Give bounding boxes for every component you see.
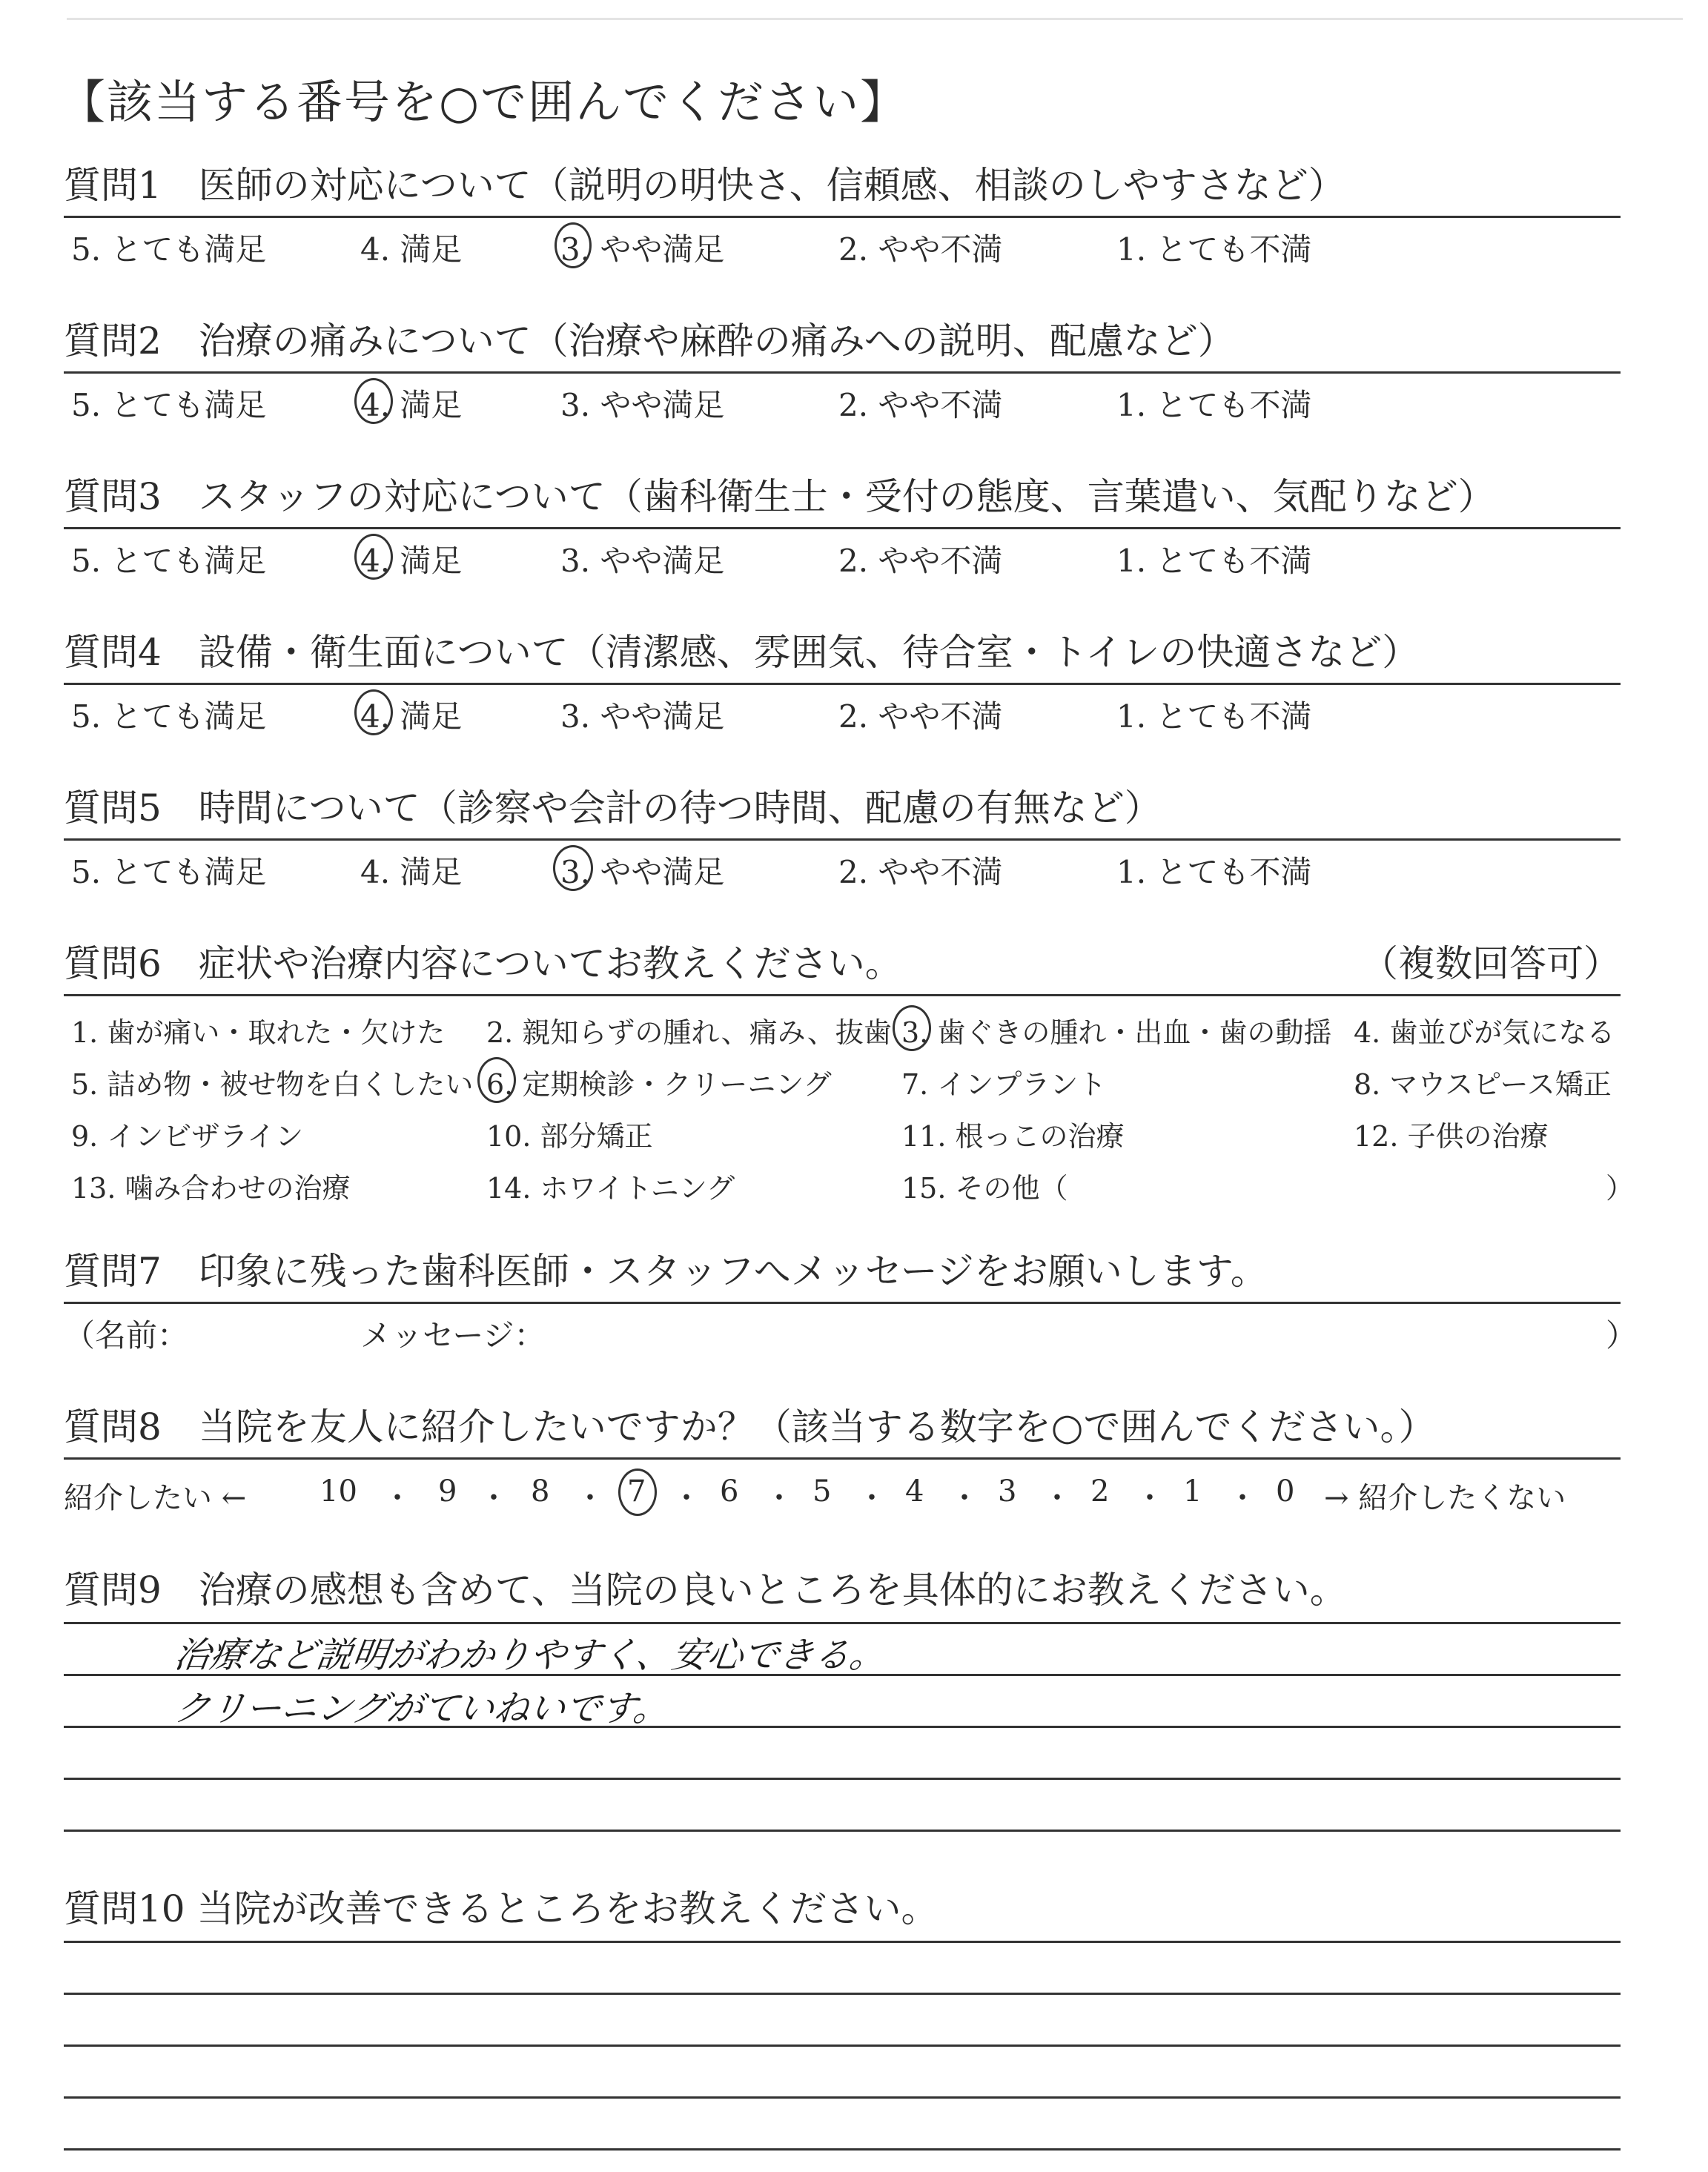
option-4[interactable]: 4. 満足: [360, 231, 463, 268]
top-border: [67, 18, 1683, 20]
scale-dot: ・: [672, 1481, 701, 1515]
question-6: [64, 938, 1635, 1205]
question-3: [64, 471, 1621, 579]
scale-0[interactable]: 0: [1276, 1474, 1295, 1509]
option-2[interactable]: 2. やや不満: [838, 543, 1003, 579]
option-1[interactable]: 1. とても不満: [1116, 387, 1312, 423]
option-2[interactable]: 2. やや不満: [838, 387, 1003, 423]
question-9-heading: 質問9 治療の感想も含めて、当院の良いところを具体的にお教えください。: [64, 1569, 1347, 1612]
scale-dot: ・: [1042, 1481, 1072, 1515]
selection-circle: [477, 1057, 516, 1103]
ruled-line: [64, 1622, 1621, 1624]
option-2[interactable]: 2. やや不満: [838, 854, 1003, 890]
option-1[interactable]: 1. とても不満: [1116, 854, 1312, 890]
scale-dot: ・: [950, 1481, 979, 1515]
question-7-fields: [64, 1304, 1638, 1354]
option-7[interactable]: 7. インプラント: [901, 1068, 1107, 1101]
scale-5[interactable]: 5: [812, 1474, 832, 1509]
scale-9[interactable]: 9: [438, 1474, 457, 1509]
scale-dot: ・: [575, 1481, 605, 1515]
question-6-options: [64, 996, 1635, 1205]
option-1[interactable]: 1. 歯が痛い・取れた・欠けた: [71, 1016, 446, 1049]
question-5: [64, 782, 1621, 890]
ruled-line: [64, 2148, 1621, 2151]
scale-dot: ・: [479, 1481, 509, 1515]
option-3[interactable]: 3. やや満足: [560, 854, 725, 890]
handwritten-answer-line-1: 治療など説明がわかりやすく、安心できる。: [171, 1635, 889, 1676]
scale-10[interactable]: 10: [320, 1474, 357, 1509]
ruled-line: [64, 2044, 1621, 2047]
scale-4[interactable]: 4: [905, 1474, 924, 1509]
question-2-heading: 質問2 治療の痛みについて（治療や麻酔の痛みへの説明、配慮など）: [64, 319, 1235, 362]
question-7: [64, 1245, 1638, 1354]
ruled-line: [64, 2096, 1621, 2099]
selection-circle: [354, 689, 393, 735]
option-5[interactable]: 5. 詰め物・被せ物を白くしたい: [71, 1068, 474, 1101]
option-4[interactable]: 4. 満足: [360, 854, 463, 890]
ruled-line: [64, 1778, 1621, 1780]
option-14[interactable]: 14. ホワイトニング: [486, 1172, 735, 1205]
scale-3[interactable]: 3: [998, 1474, 1017, 1509]
option-2[interactable]: 2. やや不満: [838, 231, 1003, 268]
message-label: メッセージ：: [360, 1317, 546, 1354]
question-10-heading: 質問10 当院が改善できるところをお教えください。: [64, 1887, 939, 1930]
option-2[interactable]: 2. 親知らずの腫れ、痛み、抜歯: [486, 1016, 892, 1049]
option-15[interactable]: 15. その他（: [901, 1172, 1068, 1205]
option-1[interactable]: 1. とても不満: [1116, 231, 1312, 268]
question-2: [64, 315, 1621, 423]
name-label: （名前：: [64, 1317, 189, 1354]
handwritten-answer-line-2: クリーニングがていねいです。: [171, 1688, 672, 1729]
question-2-options: [64, 374, 1621, 423]
question-8: [64, 1401, 1621, 1515]
selection-circle: [893, 1005, 931, 1051]
question-4-heading: 質問4 設備・衛生面について（清潔感、雰囲気、待合室・トイレの快適さなど）: [64, 631, 1420, 674]
option-11[interactable]: 11. 根っこの治療: [901, 1120, 1125, 1153]
question-4-options: [64, 685, 1621, 735]
question-1-options: [64, 218, 1621, 268]
option-3[interactable]: 3. やや満足: [560, 698, 725, 735]
option-4[interactable]: 4. 歯並びが気になる: [1354, 1016, 1615, 1049]
option-10[interactable]: 10. 部分矯正: [486, 1120, 653, 1153]
option-9[interactable]: 9. インビザライン: [71, 1120, 304, 1153]
ruled-line: [64, 1941, 1621, 1943]
selection-circle: [553, 845, 593, 891]
question-9: [64, 1564, 1621, 1898]
answer-lines: [64, 1616, 1621, 1898]
question-8-heading: 質問8 当院を友人に紹介したいですか？（該当する数字を○で囲んでください。）: [64, 1405, 1436, 1448]
question-3-options: [64, 529, 1621, 579]
question-10: [64, 1883, 1621, 2172]
selection-circle: [618, 1469, 657, 1516]
option-5[interactable]: 5. とても満足: [71, 698, 267, 735]
ruled-line: [64, 1993, 1621, 1995]
close-paren: ）: [1606, 1317, 1638, 1354]
option-5[interactable]: 5. とても満足: [71, 543, 267, 579]
option-4[interactable]: 4. 満足: [360, 387, 463, 423]
option-3[interactable]: 3. やや満足: [560, 231, 725, 268]
option-5[interactable]: 5. とても満足: [71, 387, 267, 423]
question-6-heading: [64, 938, 1621, 990]
selection-circle: [555, 222, 592, 268]
scale-dot: ・: [1228, 1481, 1257, 1515]
ruled-line: [64, 1830, 1621, 1832]
selection-circle: [354, 378, 393, 424]
option-12[interactable]: 12. 子供の治療: [1354, 1120, 1549, 1153]
scale-1[interactable]: 1: [1183, 1474, 1202, 1509]
option-3[interactable]: 3. やや満足: [560, 543, 725, 579]
option-1[interactable]: 1. とても不満: [1116, 543, 1312, 579]
scale-8[interactable]: 8: [531, 1474, 550, 1509]
option-2[interactable]: 2. やや不満: [838, 698, 1003, 735]
scale-dot: ・: [383, 1481, 412, 1515]
multiple-answers-note: （複数回答可）: [1361, 942, 1621, 985]
question-5-options: [64, 841, 1621, 890]
option-1[interactable]: 1. とても不満: [1116, 698, 1312, 735]
option-4[interactable]: 4. 満足: [360, 698, 463, 735]
recommend-scale: [64, 1460, 1621, 1515]
option-6[interactable]: 6. 定期検診・クリーニング: [486, 1068, 832, 1101]
page-title: 【該当する番号を○で囲んでください】: [59, 75, 908, 129]
option-5[interactable]: 5. とても満足: [71, 231, 267, 268]
scale-right-label: → 紹介したくない: [1324, 1481, 1566, 1515]
question-7-heading: 質問7 印象に残った歯科医師・スタッフへメッセージをお願いします。: [64, 1250, 1268, 1293]
question-1-heading: 質問1 医師の対応について（説明の明快さ、信頼感、相談のしやすさなど）: [64, 164, 1345, 207]
question-1: [64, 159, 1621, 268]
option-3[interactable]: 3. 歯ぐきの腫れ・出血・歯の動揺: [901, 1016, 1332, 1049]
option-4[interactable]: 4. 満足: [360, 543, 463, 579]
scale-6[interactable]: 6: [720, 1474, 739, 1509]
question-4: [64, 626, 1621, 735]
scale-dot: ・: [857, 1481, 887, 1515]
other-close-paren: ）: [1606, 1172, 1635, 1205]
option-13[interactable]: 13. 噛み合わせの治療: [71, 1172, 351, 1205]
question-3-heading: 質問3 スタッフの対応について（歯科衛生士・受付の態度、言葉遣い、気配りなど）: [64, 475, 1495, 518]
question-5-heading: 質問5 時間について（診察や会計の待つ時間、配慮の有無など）: [64, 787, 1162, 830]
question-6-title: 質問6 症状や治療内容についてお教えください。: [64, 942, 902, 985]
selection-circle: [354, 534, 393, 580]
option-5[interactable]: 5. とても満足: [71, 854, 267, 890]
scale-2[interactable]: 2: [1090, 1474, 1110, 1509]
scale-left-label: 紹介したい ←: [64, 1481, 247, 1515]
scale-dot: ・: [1135, 1481, 1165, 1515]
scale-dot: ・: [764, 1481, 794, 1515]
scale-7[interactable]: 7: [627, 1474, 646, 1509]
option-3[interactable]: 3. やや満足: [560, 387, 725, 423]
option-8[interactable]: 8. マウスピース矯正: [1354, 1068, 1612, 1101]
answer-lines: [64, 1935, 1621, 2172]
